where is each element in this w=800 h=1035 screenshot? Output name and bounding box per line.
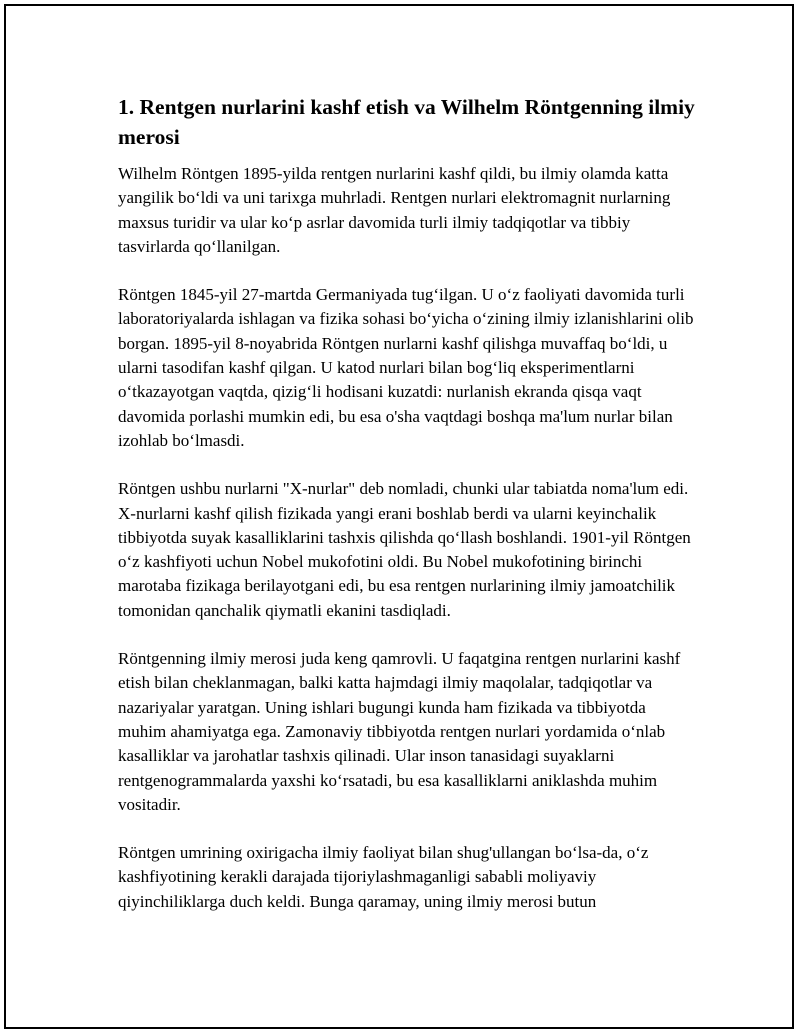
paragraph-biography: Röntgen 1845-yil 27-martda Germaniyada tugʻilgan. U oʻz faoliyati davomida turli laboratoriyalarda ishlagan va fizika sohasi boʻyicha oʻzining ilmiy izlanishlarini olib borgan. 1895-yil 8-noyabrida Röntgen nurlarni kashf qilishga muvaffaq boʻldi, u ularni tasodifan kashf qilgan. U katod nurlari bilan bogʻliq eksperimentlarni oʻtkazayotgan vaqtda, qizigʻli hodisani kuzatdi: nurlanish ekranda qisqa vaqt davomida porlashi mumkin edi, bu esa o'sha vaqtdagi boshqa ma'lum nurlar bilan izohlab boʻlmasdi.	[118, 285, 694, 450]
paragraph-x-rays-naming: Röntgen ushbu nurlarni "X-nurlar" deb nomladi, chunki ular tabiatda noma'lum edi. X-nurlarni kashf qilish fizikada yangi erani boshlab berdi va ularni keyinchalik tibbiyotda suyak kasalliklarini tashxis qilishda qoʻllash boshlandi. 1901-yil Röntgen oʻz kashfiyoti uchun Nobel mukofotini oldi. Bu Nobel mukofotining birinchi marotaba fizikaga berilayotgani edi, bu esa rentgen nurlarining ilmiy jamoatchilik tomonidan qanchalik qiymatli ekanini tasdiqladi.	[118, 479, 691, 620]
document-body	[118, 92, 698, 938]
section-heading: 1. Rentgen nurlarini kashf etish va Wilhelm Röntgenning ilmiy merosi	[118, 95, 695, 149]
paragraph-discovery: Wilhelm Röntgen 1895-yilda rentgen nurlarini kashf qildi, bu ilmiy olamda katta yangilik boʻldi va uni tarixga muhrladi. Rentgen nurlari elektromagnit nurlarning maxsus turidir va ular koʻp asrlar davomida turli ilmiy tadqiqotlar va tibbiy tasvirlarda qoʻllanilgan.	[118, 164, 671, 256]
paragraph-scientific-legacy: Röntgenning ilmiy merosi juda keng qamrovli. U faqatgina rentgen nurlarini kashf etish bilan cheklanmagan, balki katta hajmdagi ilmiy maqolalar, tadqiqotlar va nazariyalar yaratgan. Uning ishlari bugungi kunda ham fizikada va tibbiyotda muhim ahamiyatga ega. Zamonaviy tibbiyotda rentgen nurlari yordamida oʻnlab kasalliklar va jarohatlar tashxis qilinadi. Ular inson tanasidagi suyaklarni rentgenogrammalarda yaxshi koʻrsatadi, bu esa kasalliklarni aniklashda muhim vositadir.	[118, 649, 681, 814]
paragraph-later-life: Röntgen umrining oxirigacha ilmiy faoliyat bilan shug'ullangan boʻlsa-da, oʻz kashfiyotining kerakli darajada tijoriylashmaganligi sababli moliyaviy qiyinchiliklarga duch keldi. Bunga qaramay, uning ilmiy merosi butun	[118, 843, 649, 911]
